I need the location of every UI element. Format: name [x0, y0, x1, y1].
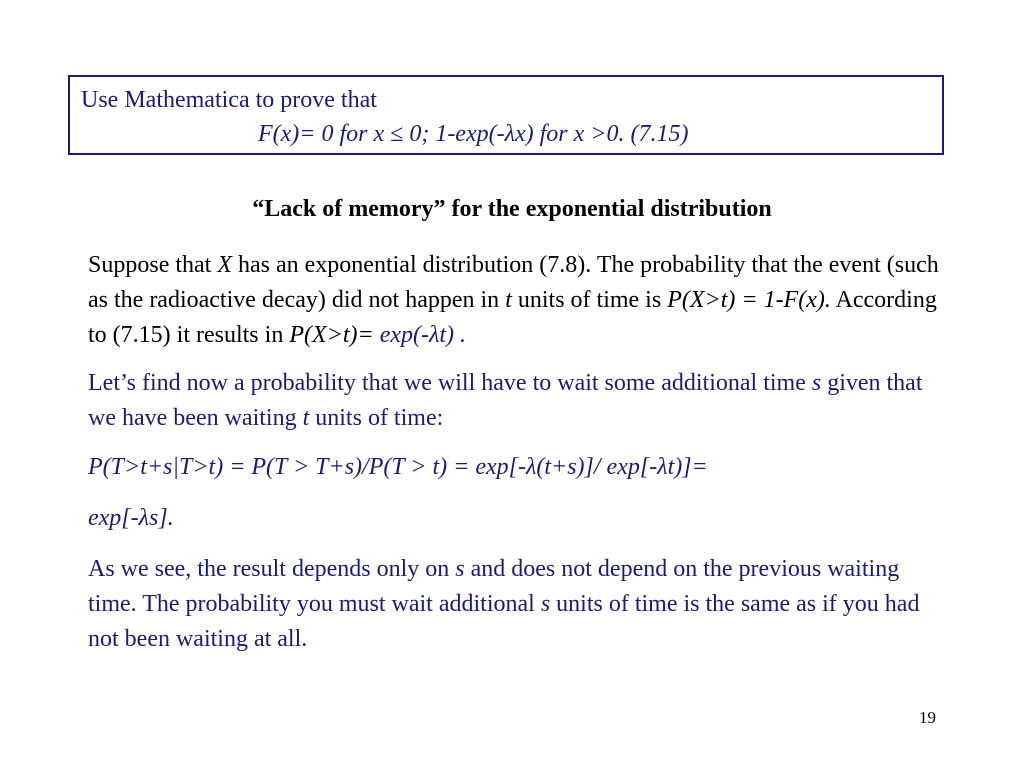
var-s: s — [811, 370, 822, 396]
var-s: s — [455, 556, 465, 582]
text: has an exponential distribution (7.8). The probability that the event (such as the radioactive decay) did not happen in — [88, 252, 939, 313]
expr-survival-2: P(X>t)= — [289, 322, 374, 348]
text: Let’s find now a probability that we will have to wait some additional time — [88, 370, 812, 396]
var-t: t — [302, 405, 310, 431]
paragraph-definition — [88, 248, 948, 353]
paragraph-question — [88, 366, 948, 436]
var-s: s — [540, 591, 551, 617]
paragraph-conclusion — [88, 552, 948, 657]
formula-line-1: P(T>t+s|T>t) = P(T > T+s)/P(T > t) = exp[-λ(t+s)]/ exp[-λt)]= — [88, 454, 708, 480]
expr-survival: P(X>t) = 1-F(x). — [667, 287, 831, 313]
text: and does not depend on the previous waiting time. The probability you must wait additional — [88, 556, 900, 617]
text: units of time: — [309, 405, 444, 431]
text: units of time is — [511, 287, 668, 313]
exercise-instruction: Use Mathematica to prove that — [81, 87, 377, 113]
text: According to (7.15) it results in — [88, 287, 937, 348]
var-t: t — [505, 287, 512, 313]
text: given that we have been waiting — [88, 370, 923, 431]
var-x: X — [217, 252, 232, 278]
formula-line-2: exp[-λs]. — [88, 505, 174, 531]
page-number: 19 — [919, 708, 936, 727]
exercise-box — [68, 75, 944, 155]
text: units of time is the same as if you had not been waiting at all. — [88, 591, 920, 652]
text: Suppose that — [88, 252, 218, 278]
section-heading: “Lack of memory” for the exponential distribution — [252, 196, 772, 222]
exercise-formula: F(x)= 0 for x ≤ 0; 1-exp(-λx) for x >0. (7.15) — [258, 121, 689, 147]
text: As we see, the result depends only on — [88, 556, 456, 582]
expr-exp: exp(-λt) . — [373, 322, 467, 348]
